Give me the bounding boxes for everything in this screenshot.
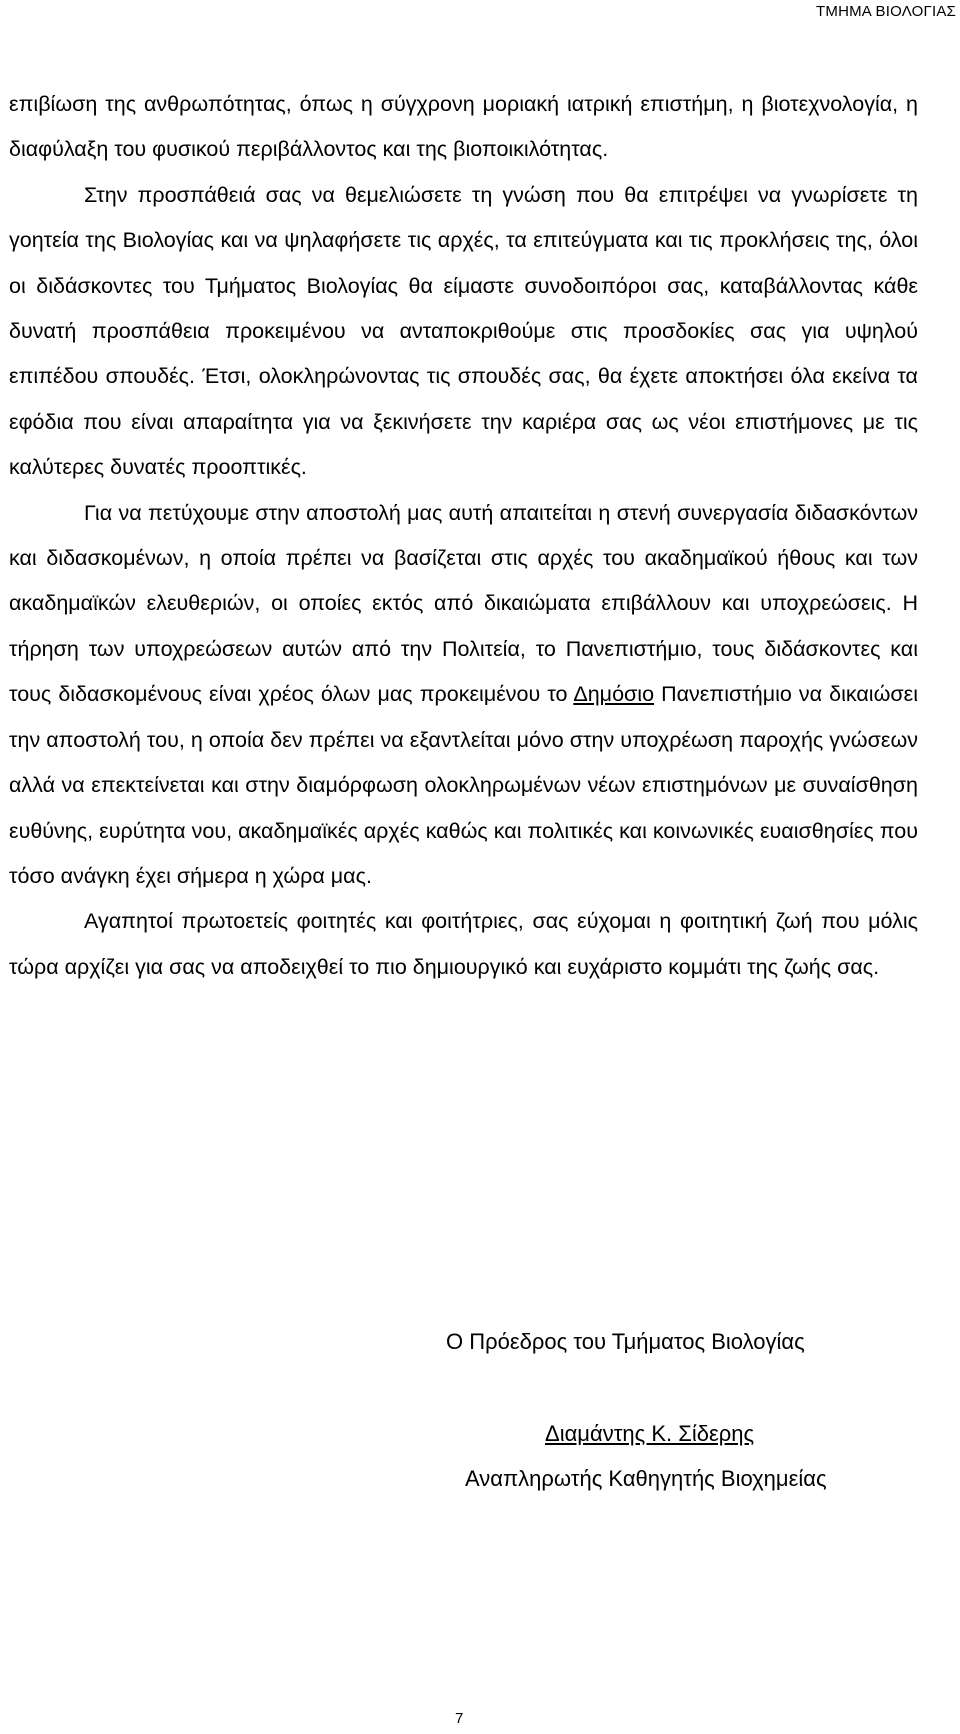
signature-title: Ο Πρόεδρος του Τμήματος Βιολογίας	[446, 1329, 805, 1354]
paragraph-3	[9, 491, 918, 900]
paragraph-4: Αγαπητοί πρωτοετείς φοιτητές και φοιτήτριες, σας εύχομαι η φοιτητική ζωή που μόλις τώρα αρχίζει για σας να αποδειχθεί το πιο δημιουργικό και ευχάριστο κομμάτι της ζωής σας.	[9, 909, 918, 979]
letter-body	[9, 82, 918, 990]
paragraph-3-text-b: Πανεπιστήμιο να δικαιώσει την αποστολή του, η οποία δεν πρέπει να εξαντλείται μόνο στην υποχρέωση παροχής γνώσεων αλλά να επεκτείνεται και στην διαμόρφωση ολοκληρωμένων νέων επιστημόνων με συναίσθηση ευθύνης, ευρύτητα νου, ακαδημαϊκές αρχές καθώς και πολιτικές και κοινωνικές ευαισθησίες που τόσο ανάγκη έχει σήμερα η χώρα μας.	[9, 682, 918, 888]
paragraph-2: Στην προσπάθειά σας να θεμελιώσετε τη γνώση που θα επιτρέψει να γνωρίσετε τη γοητεία της Βιολογίας και να ψηλαφήσετε τις αρχές, τα επιτεύγματα και τις προκλήσεις της, όλοι οι διδάσκοντες του Τμήματος Βιολογίας θα είμαστε συνοδοιπόροι σας, καταβάλλοντας κάθε δυνατή προσπάθεια προκειμένου να ανταποκριθούμε στις προσδοκίες σας για υψηλού επιπέδου σπουδές. Έτσι, ολοκληρώνοντας τις σπουδές σας, θα έχετε αποκτήσει όλα εκείνα τα εφόδια που είναι απαραίτητα για να ξεκινήσετε την καριέρα σας ως νέοι επιστήμονες με τις καλύτερες δυνατές προοπτικές.	[9, 182, 918, 480]
paragraph-3-text-a: Για να πετύχουμε στην αποστολή μας αυτή απαιτείται η στενή συνεργασία διδασκόντων και διδασκομένων, η οποία πρέπει να βασίζεται στις αρχές του ακαδημαϊκού ήθους και των ακαδημαϊκών ελευθεριών, οι οποίες εκτός από δικαιώματα επιβάλλουν και υποχρεώσεις. Η τήρηση των υποχρεώσεων αυτών από την Πολιτεία, το Πανεπιστήμιο, τους διδάσκοντες και τους διδασκομένους είναι χρέος όλων μας προκειμένου το	[9, 500, 918, 707]
signature-name-text: Διαμάντης Κ. Σίδερης	[545, 1421, 755, 1446]
paragraph-3-underlined-word: Δημόσιο	[573, 682, 655, 707]
signature-name	[545, 1421, 960, 1447]
paragraph-1: επιβίωση της ανθρωπότητας, όπως η σύγχρονη μοριακή ιατρική επιστήμη, η βιοτεχνολογία, η διαφύλαξη του φυσικού περιβάλλοντος και της βιοποικιλότητας.	[9, 92, 918, 162]
page-number: 7	[455, 1710, 464, 1727]
running-header: ΤΜΗΜΑ ΒΙΟΛΟΓΙΑΣ	[816, 3, 956, 20]
signature-role: Αναπληρωτής Καθηγητής Βιοχημείας	[465, 1466, 827, 1491]
